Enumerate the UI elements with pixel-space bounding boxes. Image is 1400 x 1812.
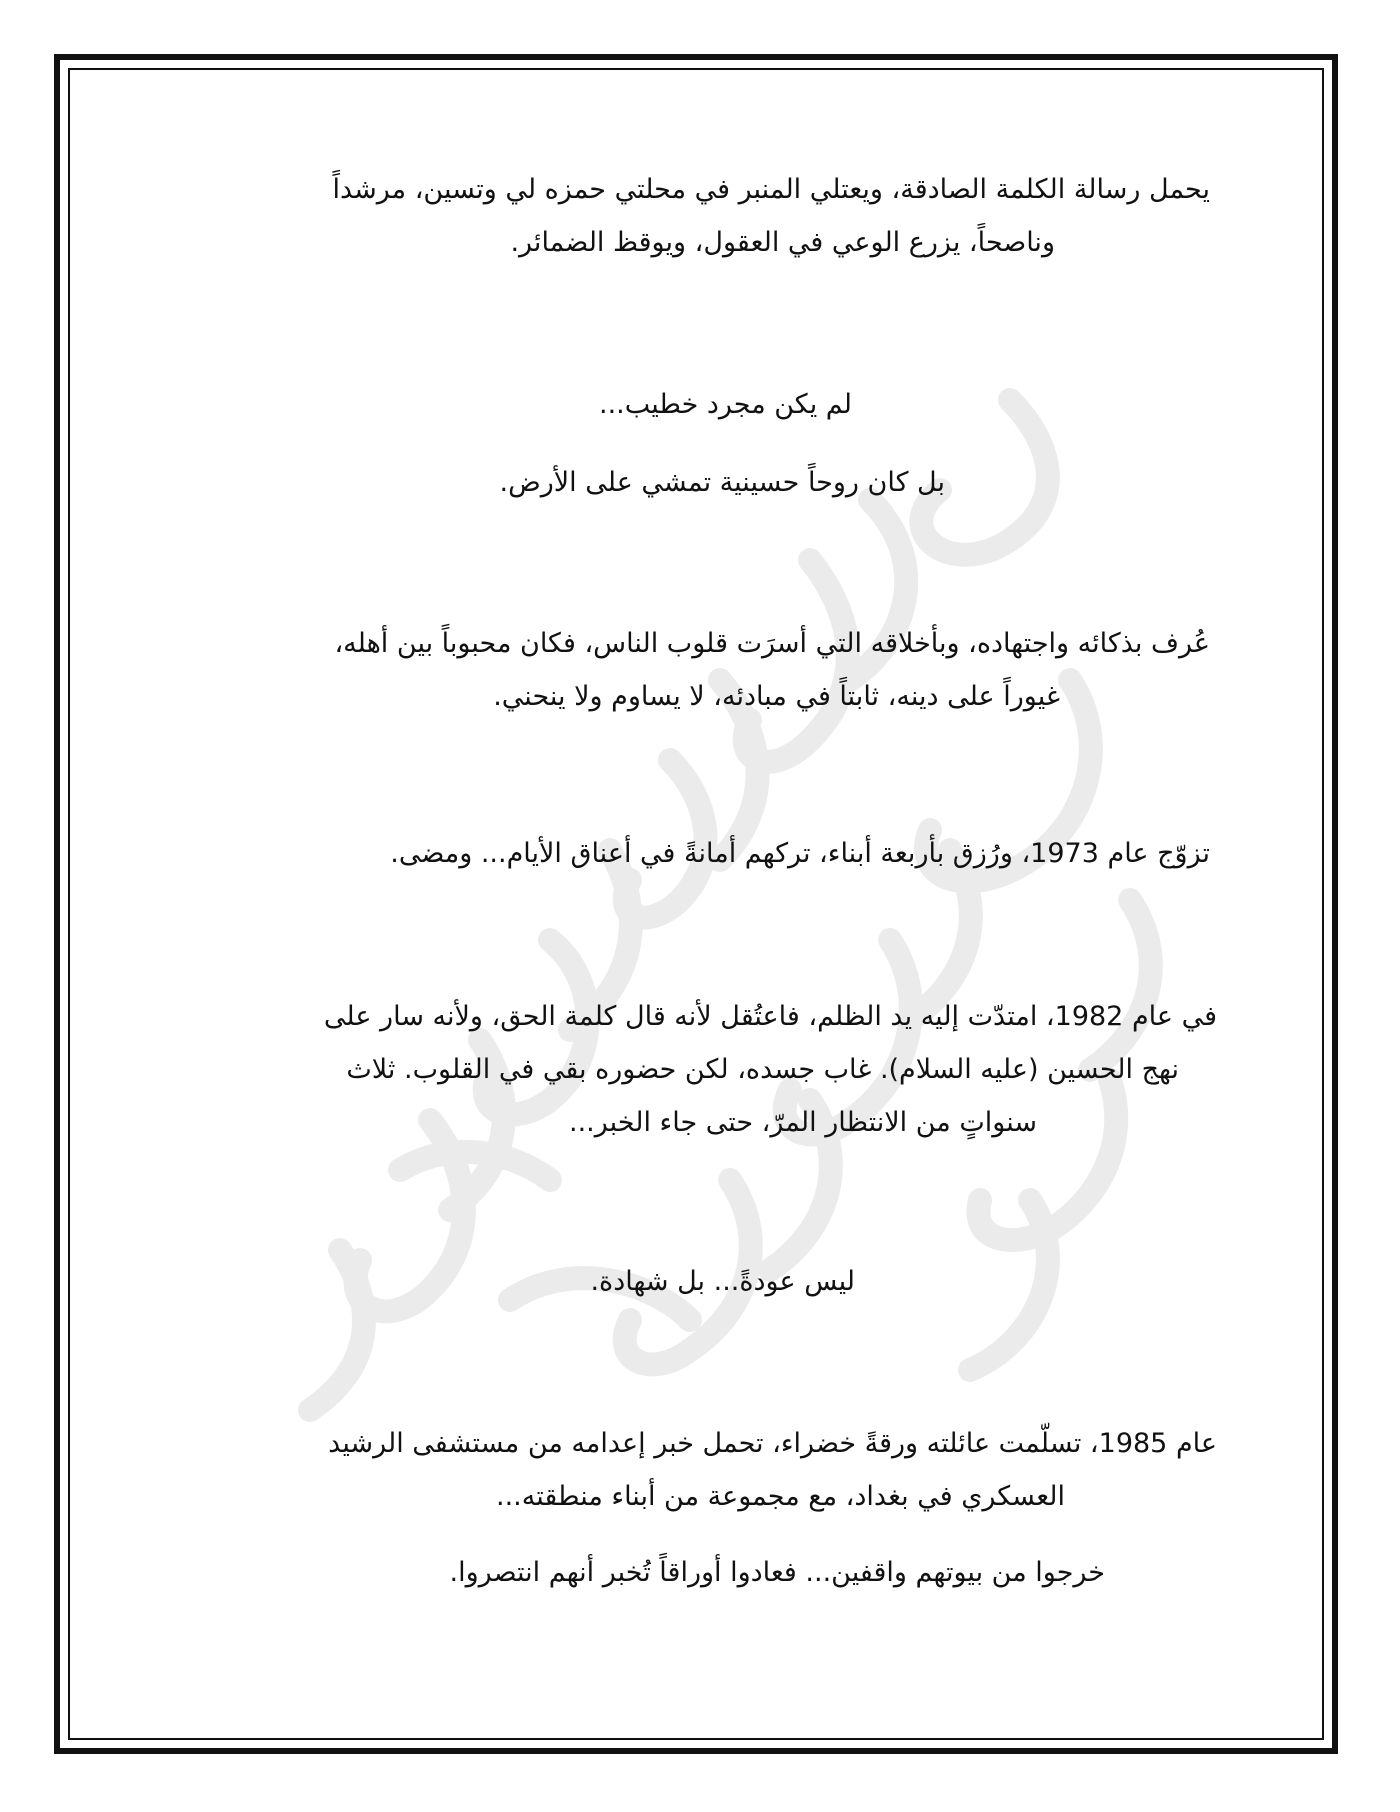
paragraph-8-line-1: عام 1985، تسلّمت عائلته ورقةً خضراء، تحمل خبر إعدامه من مستشفى الرشيد: [328, 1428, 1217, 1459]
paragraph-5: [390, 827, 1210, 880]
paragraph-6-line-3: سنواتٍ من الانتظار المرّ، حتى جاء الخبر...: [569, 1107, 1037, 1138]
paragraph-5-line-1: تزوّج عام 1973، ورُزق بأربعة أبناء، تركهم أمانةً في أعناق الأيام... ومضى.: [390, 838, 1210, 869]
paragraph-8-line-2: العسكري في بغداد، مع مجموعة من أبناء منطقته...: [496, 1481, 1065, 1512]
paragraph-2: [599, 378, 852, 431]
paragraph-3-line-1: بل كان روحاً حسينية تمشي على الأرض.: [499, 467, 945, 498]
paragraph-4: [334, 617, 1210, 723]
paragraph-1-line-1: يحمل رسالة الكلمة الصادقة، ويعتلي المنبر في محلتي حمزه لي وتسين، مرشداً: [332, 174, 1210, 205]
paragraph-6: [324, 990, 1217, 1149]
paragraph-6-line-2: نهج الحسين (عليه السلام). غاب جسده، لكن حضوره بقي في القلوب. ثلاث: [346, 1054, 1179, 1085]
paragraph-7: [590, 1255, 855, 1308]
paragraph-2-line-1: لم يكن مجرد خطيب...: [599, 389, 852, 420]
paragraph-4-line-1: عُرف بذكائه واجتهاده، وبأخلاقه التي أسرَت قلوب الناس، فكان محبوباً بين أهله،: [334, 628, 1210, 659]
paragraph-3: [500, 456, 946, 509]
paragraph-1: [332, 163, 1210, 269]
paragraph-1-line-2: وناصحاً، يزرع الوعي في العقول، ويوقظ الضمائر.: [510, 227, 1055, 258]
paragraph-7-line-1: ليس عودةً... بل شهادة.: [590, 1266, 855, 1297]
paragraph-4-line-2: غيوراً على دينه، ثابتاً في مبادئه، لا يساوم ولا ينحني.: [493, 681, 1060, 712]
paragraph-9-line-1: خرجوا من بيوتهم واقفين... فعادوا أوراقاً تُخبر أنهم انتصروا.: [449, 1557, 1105, 1588]
paragraph-8: [328, 1417, 1217, 1523]
paragraph-9: [450, 1546, 1105, 1599]
paragraph-6-line-1: في عام 1982، امتدّت إليه يد الظلم، فاعتُقل لأنه قال كلمة الحق، ولأنه سار على: [323, 1001, 1217, 1032]
